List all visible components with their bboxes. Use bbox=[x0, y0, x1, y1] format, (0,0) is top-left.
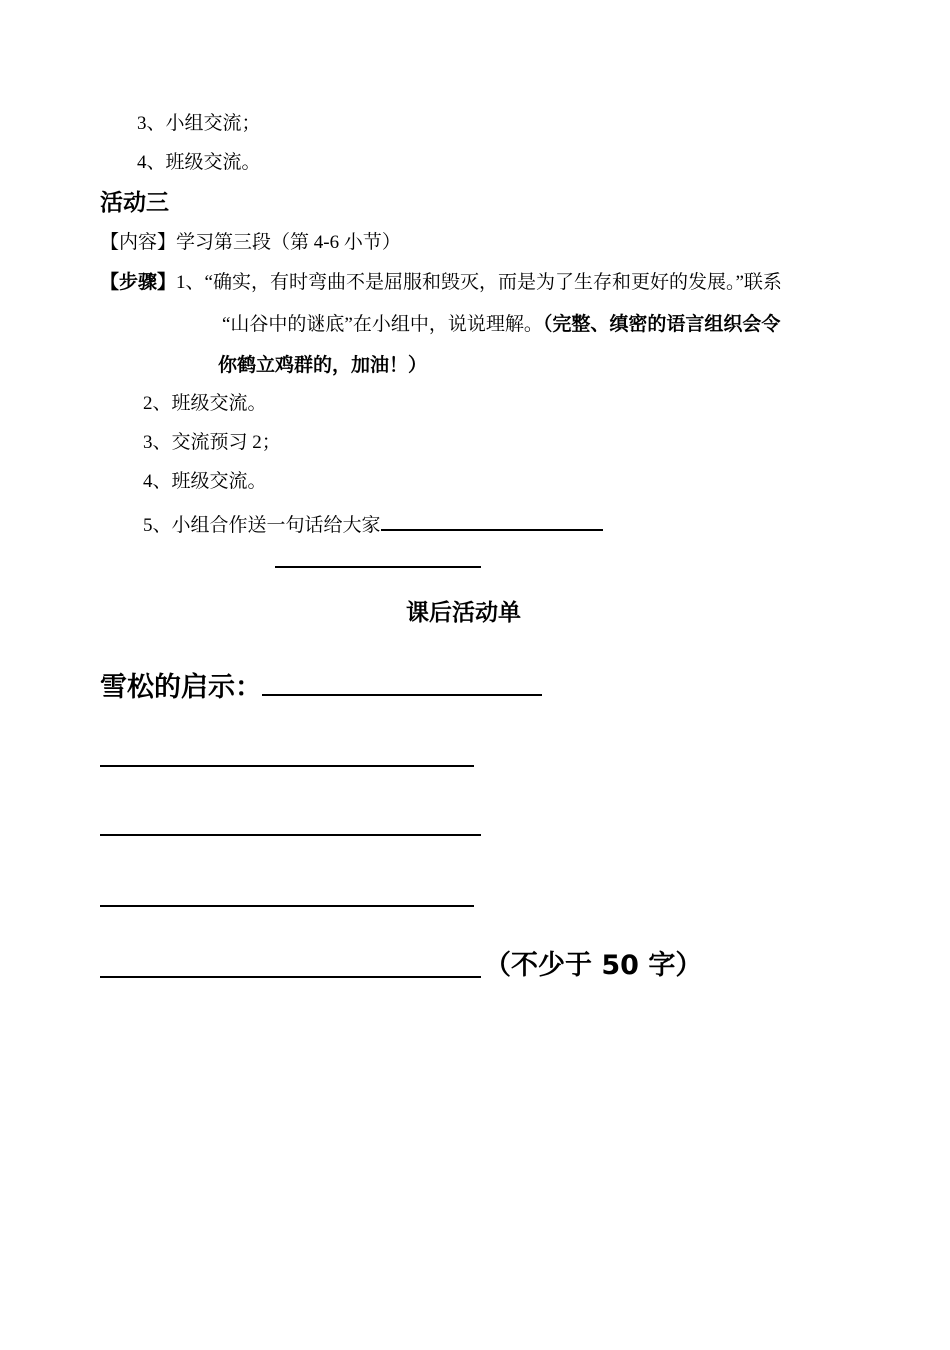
answer-blank-5[interactable] bbox=[100, 976, 481, 978]
activity3-step1-line2 bbox=[222, 313, 780, 337]
activity3-step3: 3、交流预习 2； bbox=[143, 432, 281, 453]
after-class-title: 课后活动单 bbox=[406, 600, 521, 626]
content-text: 学习第三段（第 4-6 小节） bbox=[176, 232, 401, 253]
activity2-step3: 3、小组交流； bbox=[137, 113, 261, 134]
answer-blank-3[interactable] bbox=[100, 834, 481, 836]
answer-blank-4[interactable] bbox=[100, 905, 474, 907]
step1-encouragement: （完整、缜密的语言组织会令 bbox=[542, 314, 781, 335]
answer-blank-1[interactable] bbox=[262, 668, 542, 696]
activity3-step5 bbox=[143, 509, 603, 538]
after-class-prompt: 雪松的启示： bbox=[100, 672, 262, 703]
answer-blank-2[interactable] bbox=[100, 765, 474, 767]
activity3-content bbox=[100, 231, 401, 255]
step1-text: 1、“确实，有时弯曲不是屈服和毁灭，而是为了生存和更好的发展。”联系 bbox=[176, 272, 782, 293]
step5-text: 5、小组合作送一句话给大家 bbox=[143, 515, 381, 536]
activity2-step4: 4、班级交流。 bbox=[137, 152, 261, 173]
activity3-step2: 2、班级交流。 bbox=[143, 393, 267, 414]
after-class-prompt-line bbox=[100, 668, 542, 704]
step5-blank[interactable] bbox=[381, 509, 603, 531]
step5-blank-continued[interactable] bbox=[275, 566, 481, 568]
activity3-title: 活动三 bbox=[100, 190, 169, 216]
activity3-step1-line3: 你鹤立鸡群的，加油！） bbox=[218, 355, 428, 376]
activity3-step4: 4、班级交流。 bbox=[143, 471, 267, 492]
activity3-step1-line1 bbox=[100, 271, 782, 295]
content-label: 【内容】 bbox=[100, 232, 177, 253]
steps-label: 【步骤】 bbox=[100, 272, 177, 293]
step1-line2-text: “山谷中的谜底”在小组中，说说理解。 bbox=[222, 314, 543, 335]
word-count-note: （不少于 50 字） bbox=[484, 950, 703, 981]
